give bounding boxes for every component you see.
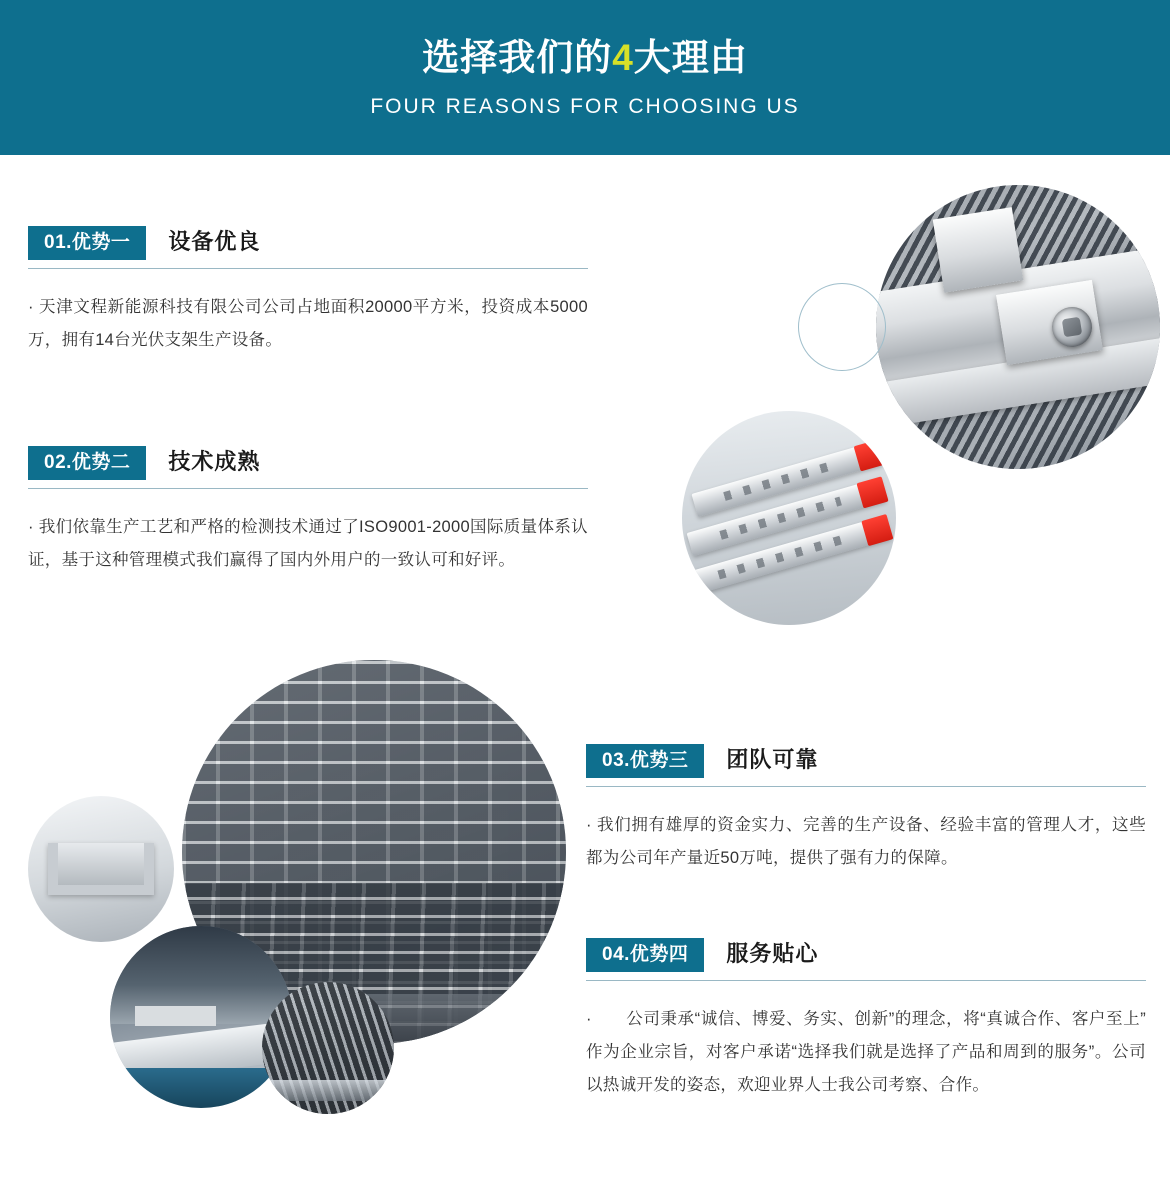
reason-divider-03 [586,786,1146,787]
c-channel-bundle-photo [682,411,896,625]
reason-header-03 [586,740,1146,778]
page-title-pre: 选择我们的 [422,37,613,79]
reason-title-02: 技术成熟 [168,449,261,474]
reason-block-04 [586,934,1146,1102]
reason-header-01 [28,222,588,260]
reason-title-04: 服务贴心 [726,941,819,966]
page-title-post: 大理由 [633,37,748,79]
reason-body-04: · 公司秉承“诚信、博爱、务实、创新”的理念，将“真诚合作、客户至上”作为企业宗旨，对客户承诺“选择我们就是选择了产品和周到的服务”。公司以热诚开发的姿态，欢迎业界人士我公司考察、合作。 [586,1010,1146,1094]
page-header [0,0,1170,155]
coil-edge-highlight [262,1080,394,1101]
clamp-upper [933,208,1023,293]
reason-body-03: · 我们拥有雄厚的资金实力、完善的生产设备、经验丰富的管理人才，这些都为公司年产量近50万吨，提供了强有力的保障。 [586,816,1146,867]
reason-body-02: · 我们依靠生产工艺和严格的检测技术通过了ISO9001-2000国际质量体系认证，基于这种管理模式我们赢得了国内外用户的一致认可和好评。 [28,518,588,569]
reason-block-03 [586,740,1146,875]
page-title-highlight: 4 [612,37,634,79]
u-channel-profile-photo [28,796,174,942]
reason-header-04 [586,934,1146,972]
page-title [422,36,748,80]
image-collage-bottom-left [10,650,570,1120]
beam-end-cap [861,514,893,546]
decorative-circle-outline [798,283,886,371]
reason-body-01: · 天津文程新能源科技有限公司公司占地面积20000平方米，投资成本5000万，拥有14台光伏支架生产设备。 [28,298,588,349]
machine-label-plate [135,1006,215,1026]
reason-block-01 [28,222,588,357]
reason-tag-03: 03.优势三 [586,744,704,778]
reason-divider-01 [28,268,588,269]
u-channel-shape [48,843,153,896]
reason-title-01: 设备优良 [168,229,261,254]
reason-title-03: 团队可靠 [726,747,819,772]
solar-rail-clamp-photo [876,185,1160,469]
image-collage-top-right [640,185,1160,615]
reason-divider-02 [28,488,588,489]
steel-coil-detail-photo [262,982,394,1114]
reason-header-02 [28,442,588,480]
reason-block-02 [28,442,588,577]
reason-tag-04: 04.优势四 [586,938,704,972]
reason-tag-02: 02.优势二 [28,446,146,480]
reason-tag-01: 01.优势一 [28,226,146,260]
reason-divider-04 [586,980,1146,981]
page-subtitle: FOUR REASONS FOR CHOOSING US [370,94,800,118]
beam-end-cap [857,476,889,508]
